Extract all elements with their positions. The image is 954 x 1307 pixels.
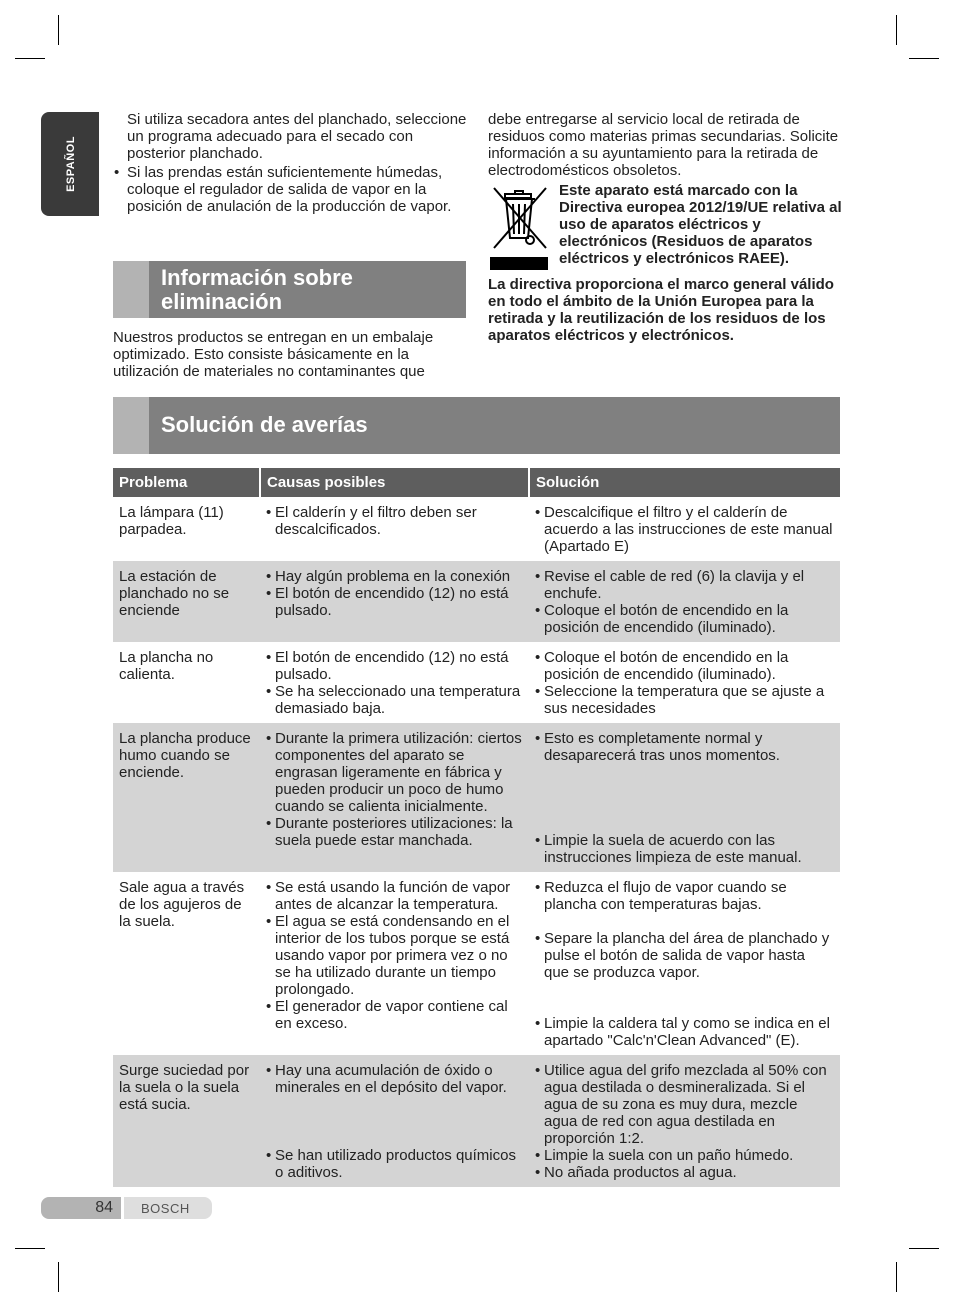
table-row <box>113 642 840 723</box>
language-tab <box>41 112 99 216</box>
crop-mark <box>909 1248 939 1249</box>
cause-item: • Se está usando la función de vapor antes de alcanzar la temperatura. <box>266 879 523 913</box>
problem-cell: Sale agua a través de los agujeros de la suela. <box>119 879 245 930</box>
crop-mark <box>896 15 897 45</box>
problem-cell: Surge suciedad por la suela o la suela está sucia. <box>113 1055 260 1187</box>
cause-item: • El calderín y el filtro deben ser descalcificados. <box>266 504 523 538</box>
solutions-cell <box>529 872 840 1055</box>
crop-mark <box>896 1262 897 1292</box>
table-row <box>113 1055 840 1187</box>
solution-item: • Reduzca el flujo de vapor cuando se plancha con temperaturas bajas. <box>535 879 834 930</box>
problem-cell: La plancha produce humo cuando se enciende. <box>113 723 260 872</box>
causes-cell <box>260 723 529 872</box>
table-row <box>113 723 840 872</box>
table-header-row <box>113 468 840 497</box>
header-problem: Problema <box>113 468 260 497</box>
humid-clothes-bullet: • Si las prendas están suficientemente húmedas, coloque el regulador de salida de vapor en la posición de anulación de la producción de vapor. <box>113 164 468 215</box>
crossed-out-wheelie-bin-icon <box>488 182 552 276</box>
crop-mark <box>58 15 59 45</box>
solution-item: • No añada productos al agua. <box>535 1164 834 1181</box>
header-solution: Solución <box>529 468 840 497</box>
cause-item: • Se han utilizado productos químicos o aditivos. <box>266 1147 523 1181</box>
cause-item: • El generador de vapor contiene cal en exceso. <box>266 998 523 1032</box>
crop-mark <box>15 1248 45 1249</box>
cause-item: • Durante la primera utilización: ciertos componentes del aparato se engrasan ligeramente en fábrica y pueden producir un poco de humo cuando se calienta inicialmente. <box>266 730 523 815</box>
crop-mark <box>58 1262 59 1292</box>
troubleshooting-section-header <box>113 397 840 454</box>
solution-item: • Coloque el botón de encendido en la posición de encendido (iluminado). <box>535 649 834 683</box>
solution-item: • Limpie la suela de acuerdo con las instrucciones limpieza de este manual. <box>535 832 834 866</box>
solutions-cell <box>529 723 840 872</box>
causes-cell <box>260 642 529 723</box>
cause-item: • El botón de encendido (12) no está pulsado. <box>266 649 523 683</box>
table-row <box>113 497 840 561</box>
cause-item: • Hay algún problema en la conexión <box>266 568 523 585</box>
brand-name: BOSCH <box>141 1201 190 1216</box>
table-row <box>113 561 840 642</box>
troubleshooting-section-title: Solución de averías <box>161 412 368 437</box>
crop-mark <box>15 58 45 59</box>
brand-tab <box>124 1197 212 1219</box>
cause-item: • Se ha seleccionado una temperatura demasiado baja. <box>266 683 523 717</box>
solutions-cell <box>529 1055 840 1187</box>
header-causes: Causas posibles <box>260 468 529 497</box>
problem-cell: La lámpara (11) parpadea. <box>119 504 224 538</box>
weee-directive-text: Este aparato está marcado con la Directiva europea 2012/19/UE relativa al uso de aparatos eléctricos y electrónicos (Residuos de aparatos eléctricos y electrónicos RAEE). <box>559 182 842 267</box>
troubleshooting-table <box>113 468 840 1187</box>
causes-cell <box>260 497 529 561</box>
cause-item: • Durante posteriores utilizaciones: la suela puede estar manchada. <box>266 815 523 849</box>
cause-item: • Hay una acumulación de óxido o minerales en el depósito del vapor. <box>266 1062 523 1147</box>
cause-item: • El botón de encendido (12) no está pulsado. <box>266 585 523 619</box>
causes-cell <box>260 872 529 1055</box>
disposal-section-header <box>113 261 466 318</box>
solution-item: • Seleccione la temperatura que se ajuste a sus necesidades <box>535 683 834 717</box>
recycling-paragraph: debe entregarse al servicio local de retirada de residuos como materias primas secundarias. Solicite información a su ayuntamiento para la retirada de electrodomésticos obsoletos. <box>488 111 839 179</box>
solution-item: • Separe la plancha del área de planchado y pulse el botón de salida de vapor hasta que se produzca vapor. <box>535 930 834 1015</box>
solutions-cell <box>529 497 840 561</box>
causes-cell <box>260 1055 529 1187</box>
solutions-cell <box>529 642 840 723</box>
packaging-paragraph: Nuestros productos se entregan en un embalaje optimizado. Esto consiste básicamente en la utilización de materiales no contaminantes que <box>113 329 434 380</box>
solution-item: • Descalcifique el filtro y el calderín de acuerdo a las instrucciones de este manual (Apartado E) <box>535 504 834 555</box>
solution-item: • Revise el cable de red (6) la clavija y el enchufe. <box>535 568 834 602</box>
problem-cell: La plancha no calienta. <box>119 649 214 683</box>
header-accent-box <box>113 397 149 454</box>
problem-cell: La estación de planchado no se enciende <box>113 561 260 642</box>
solution-item: • Limpie la suela con un paño húmedo. <box>535 1147 834 1164</box>
directive-framework-paragraph: La directiva proporciona el marco general válido en todo el ámbito de la Unión Europea para la retirada y la reutilización de los residuos de los aparatos eléctricos y electrónicos. <box>488 276 834 344</box>
causes-cell <box>260 561 529 642</box>
dryer-paragraph: Si utiliza secadora antes del planchado, seleccione un programa adecuado para el secado con posterior planchado. <box>127 111 467 162</box>
left-column <box>113 111 468 215</box>
page-number: 84 <box>95 1199 113 1216</box>
solution-item: • Limpie la caldera tal y como se indica en el apartado "Calc'n'Clean Advanced" (E). <box>535 1015 834 1049</box>
disposal-section-title: Información sobre eliminación <box>161 265 353 314</box>
weee-block <box>488 182 843 272</box>
cause-item: • El agua se está condensando en el interior de los tubos porque se está usando vapor por primera vez o no se ha utilizado durante un tiempo prolongado. <box>266 913 523 998</box>
right-column <box>488 111 843 344</box>
header-accent-box <box>113 261 149 318</box>
language-tab-label: ESPAÑOL <box>65 136 77 192</box>
page-number-tab <box>41 1197 121 1219</box>
solutions-cell <box>529 561 840 642</box>
table-row <box>113 872 840 1055</box>
solution-item: • Coloque el botón de encendido en la posición de encendido (iluminado). <box>535 602 834 636</box>
solution-item: • Esto es completamente normal y desaparecerá tras unos momentos. <box>535 730 834 832</box>
solution-item: • Utilice agua del grifo mezclada al 50% con agua destilada o desmineralizada. Si el agua de su zona es muy dura, mezcle agua de red con agua destilada en proporción 1:2. <box>535 1062 834 1147</box>
crop-mark <box>909 58 939 59</box>
